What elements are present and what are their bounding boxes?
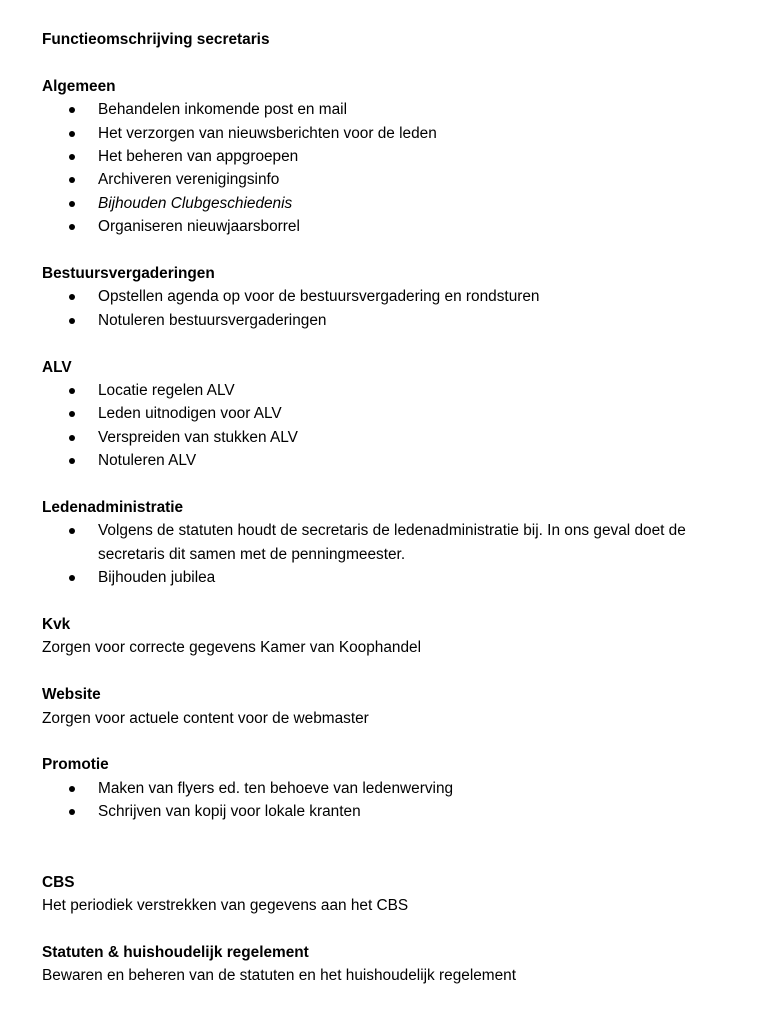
bullet-list <box>42 285 742 332</box>
section-website <box>42 683 742 730</box>
section-heading: Bestuursvergaderingen <box>42 265 215 283</box>
section-heading: Ledenadministratie <box>42 499 184 517</box>
list-item-text: Behandelen inkomende post en mail <box>98 101 347 119</box>
list-item-text: Het beheren van appgroepen <box>98 148 299 166</box>
list-item <box>42 285 742 308</box>
bullet-icon <box>69 786 75 792</box>
section-text: Zorgen voor correcte gegevens Kamer van Koophandel <box>42 639 422 657</box>
section-heading: Algemeen <box>42 77 116 95</box>
bullet-icon <box>69 809 75 815</box>
list-item <box>42 566 742 589</box>
list-item-text: Het verzorgen van nieuwsberichten voor de leden <box>98 124 437 142</box>
document-title: Functieomschrijving secretaris <box>42 31 270 48</box>
bullet-icon <box>69 131 75 137</box>
section-bestuursvergaderingen <box>42 262 742 332</box>
bullet-list <box>42 98 742 238</box>
list-item-text: Opstellen agenda op voor de bestuursvergadering en rondsturen <box>98 288 540 306</box>
section-algemeen <box>42 75 742 239</box>
list-item <box>42 215 742 238</box>
list-item-text: Notuleren bestuursvergaderingen <box>98 311 327 329</box>
list-item-text: Volgens de statuten houdt de secretaris de ledenadministratie bij. In ons geval doet de secretaris dit samen met de penningmeester. <box>98 522 686 563</box>
bullet-list <box>42 379 742 473</box>
bullet-icon <box>69 575 75 581</box>
section-heading: Kvk <box>42 616 71 634</box>
bullet-icon <box>69 435 75 441</box>
bullet-icon <box>69 528 75 534</box>
section-statuten <box>42 941 742 988</box>
list-item <box>42 426 742 449</box>
list-item-text: Archiveren verenigingsinfo <box>98 171 280 189</box>
list-item-text: Notuleren ALV <box>98 452 197 470</box>
bullet-icon <box>69 154 75 160</box>
bullet-icon <box>69 224 75 230</box>
bullet-icon <box>69 177 75 183</box>
section-promotie <box>42 753 742 823</box>
list-item <box>42 800 742 823</box>
list-item <box>42 192 742 215</box>
section-heading: CBS <box>42 873 75 891</box>
list-item-text: Schrijven van kopij voor lokale kranten <box>98 803 361 821</box>
section-heading: Website <box>42 686 101 704</box>
section-cbs <box>42 871 742 918</box>
list-item <box>42 379 742 402</box>
section-text: Zorgen voor actuele content voor de webmaster <box>42 709 369 727</box>
document-page <box>42 28 742 1011</box>
list-item-text: Leden uitnodigen voor ALV <box>98 405 282 423</box>
list-item-text: Locatie regelen ALV <box>98 382 235 400</box>
section-text: Het periodiek verstrekken van gegevens aan het CBS <box>42 896 409 914</box>
list-item <box>42 98 742 121</box>
list-item <box>42 309 742 332</box>
section-heading: Statuten & huishoudelijk regelement <box>42 943 309 961</box>
bullet-icon <box>69 107 75 113</box>
list-item-text: Maken van flyers ed. ten behoeve van ledenwerving <box>98 779 454 797</box>
bullet-list <box>42 519 742 589</box>
list-item-text: Organiseren nieuwjaarsborrel <box>98 218 300 236</box>
bullet-list <box>42 777 742 824</box>
list-item <box>42 168 742 191</box>
section-kvk <box>42 613 742 660</box>
section-heading: ALV <box>42 358 72 376</box>
section-text: Bewaren en beheren van de statuten en het huishoudelijk regelement <box>42 967 517 985</box>
list-item <box>42 402 742 425</box>
list-item-text: Bijhouden jubilea <box>98 569 216 587</box>
bullet-icon <box>69 458 75 464</box>
list-item <box>42 519 742 566</box>
bullet-icon <box>69 294 75 300</box>
bullet-icon <box>69 318 75 324</box>
bullet-icon <box>69 388 75 394</box>
bullet-icon <box>69 411 75 417</box>
list-item <box>42 122 742 145</box>
list-item-text: Bijhouden Clubgeschiedenis <box>98 194 293 212</box>
section-heading: Promotie <box>42 756 109 774</box>
list-item <box>42 145 742 168</box>
section-alv <box>42 356 742 473</box>
list-item-text: Verspreiden van stukken ALV <box>98 428 298 446</box>
list-item <box>42 449 742 472</box>
list-item <box>42 777 742 800</box>
section-ledenadministratie <box>42 496 742 590</box>
bullet-icon <box>69 201 75 207</box>
